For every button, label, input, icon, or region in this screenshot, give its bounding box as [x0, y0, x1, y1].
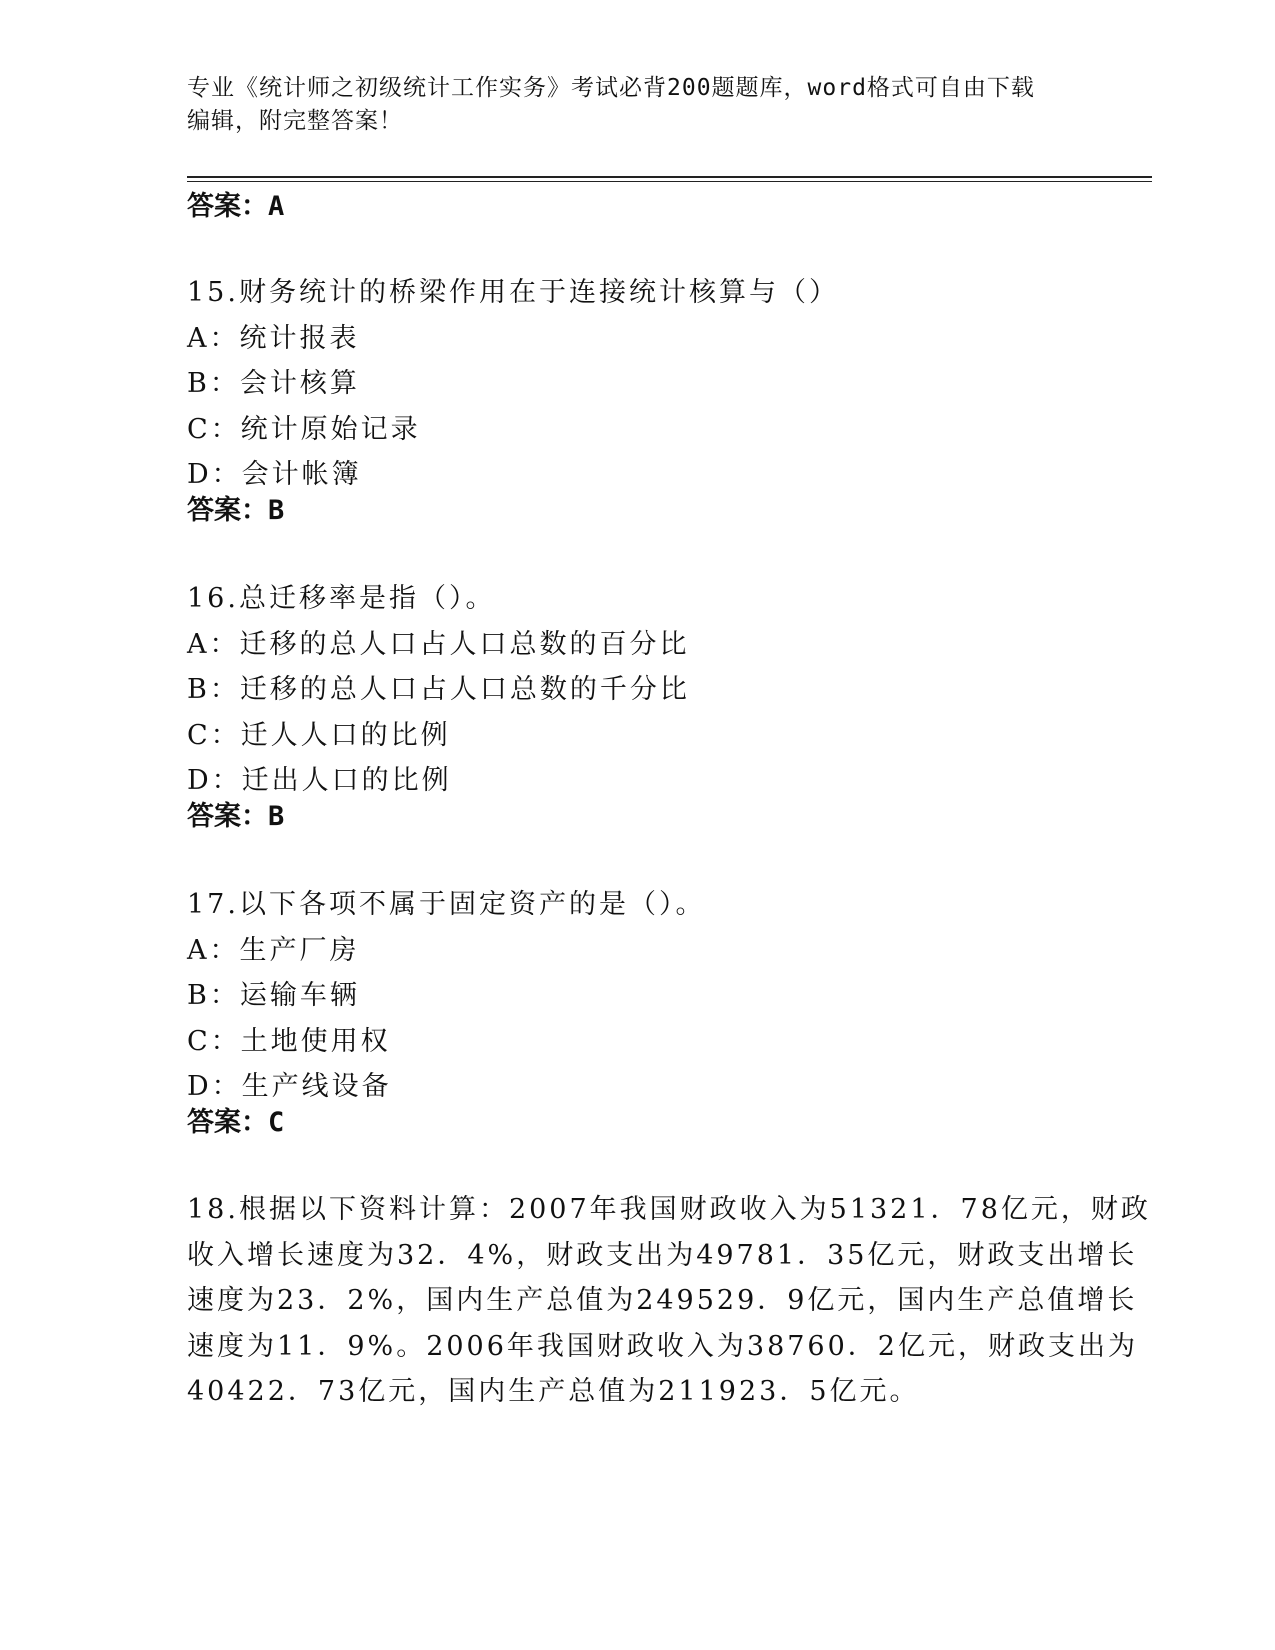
- question-18: [187, 1187, 1151, 1415]
- option-b: B：迁移的总人口占人口总数的千分比: [187, 674, 690, 705]
- question-16: [187, 576, 1087, 804]
- answer-16: 答案：B: [187, 801, 285, 832]
- answer-15: 答案：B: [187, 495, 285, 526]
- question-18-line-5: 40422．73亿元，国内生产总值为211923．5亿元。: [187, 1376, 920, 1407]
- option-a: A：生产厂房: [187, 934, 360, 966]
- header-divider-thin: [187, 181, 1152, 182]
- option-b: B：会计核算: [187, 368, 360, 399]
- answer-17: 答案：C: [187, 1107, 285, 1138]
- option-d: D：迁出人口的比例: [187, 765, 452, 796]
- question-18-line-1: 18.根据以下资料计算：2007年我国财政收入为51321．78亿元，财政: [187, 1194, 1151, 1225]
- question-18-line-2: 收入增长速度为32．4%，财政支出为49781．35亿元，财政支出增长: [187, 1239, 1138, 1271]
- document-header: [187, 72, 1087, 138]
- option-d: D：会计帐簿: [187, 459, 362, 490]
- question-18-line-4: 速度为11．9%。2006年我国财政收入为38760．2亿元，财政支出为: [187, 1330, 1138, 1362]
- question-title: 16.总迁移率是指（）。: [187, 583, 496, 614]
- option-a: A：迁移的总人口占人口总数的百分比: [187, 628, 690, 660]
- option-d: D：生产线设备: [187, 1071, 392, 1102]
- question-title: 15.财务统计的桥梁作用在于连接统计核算与（）: [187, 277, 839, 308]
- question-15: [187, 270, 1087, 498]
- header-line-1: 专业《统计师之初级统计工作实务》考试必背200题题库，word格式可自由下载: [187, 75, 1035, 101]
- header-line-2: 编辑，附完整答案！: [187, 108, 403, 134]
- option-c: C：迁人人口的比例: [187, 719, 451, 751]
- header-divider: [187, 176, 1152, 178]
- question-title: 17.以下各项不属于固定资产的是（）。: [187, 889, 706, 920]
- answer-prev: 答案：A: [187, 191, 285, 222]
- option-c: C：统计原始记录: [187, 413, 421, 445]
- question-18-line-3: 速度为23．2%，国内生产总值为249529．9亿元，国内生产总值增长: [187, 1285, 1138, 1316]
- question-17: [187, 882, 1087, 1110]
- option-c: C：土地使用权: [187, 1025, 391, 1057]
- option-b: B：运输车辆: [187, 980, 360, 1011]
- option-a: A：统计报表: [187, 322, 360, 354]
